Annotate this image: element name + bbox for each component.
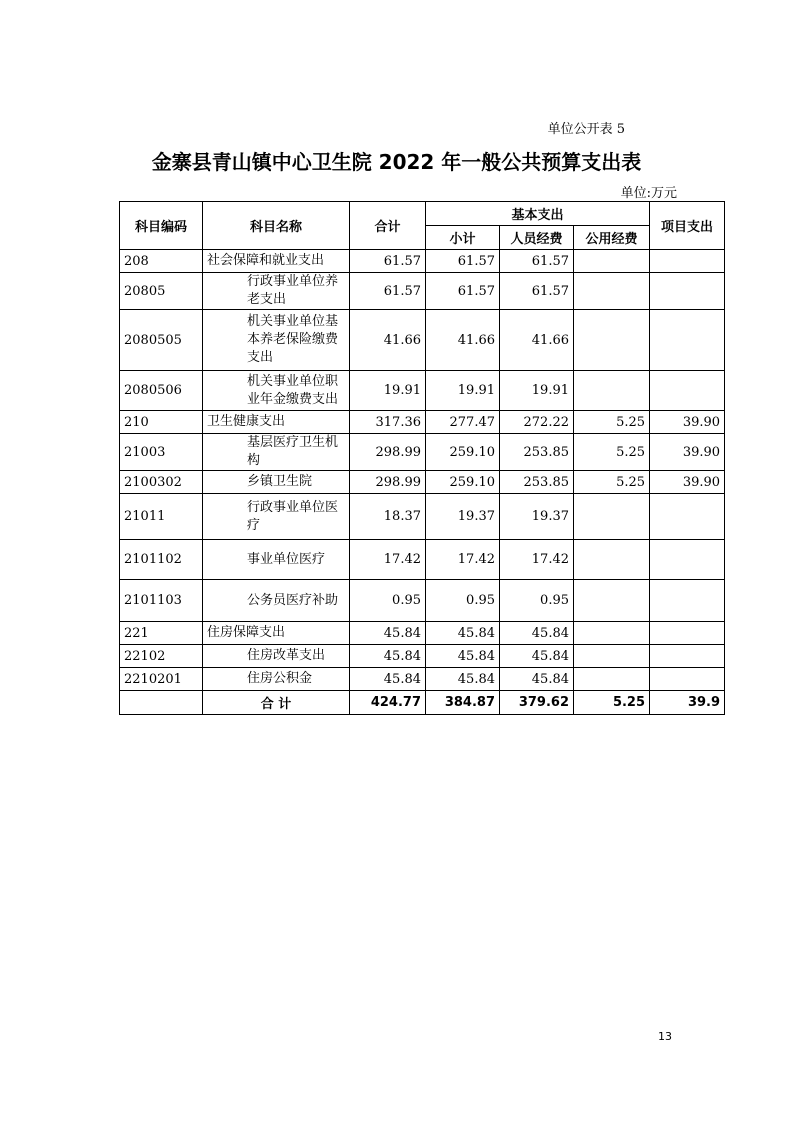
row-public	[574, 273, 650, 310]
row-code: 221	[120, 622, 203, 645]
row-subtotal: 45.84	[426, 645, 500, 668]
table-row	[120, 371, 725, 411]
row-project	[650, 273, 725, 310]
row-public	[574, 540, 650, 580]
page-number: 13	[658, 1030, 672, 1043]
row-subtotal: 17.42	[426, 540, 500, 580]
row-total: 41.66	[350, 310, 426, 371]
total-public: 5.25	[574, 691, 650, 715]
row-project	[650, 540, 725, 580]
row-public	[574, 622, 650, 645]
page-title: 金寨县青山镇中心卫生院 2022 年一般公共预算支出表	[151, 150, 642, 174]
row-personnel: 41.66	[500, 310, 574, 371]
row-total: 18.37	[350, 494, 426, 540]
header-total: 合计	[350, 202, 426, 250]
row-public	[574, 310, 650, 371]
row-name: 住房改革支出	[203, 645, 350, 668]
row-project	[650, 580, 725, 622]
row-code: 2101103	[120, 580, 203, 622]
total-row	[120, 691, 725, 715]
row-project	[650, 668, 725, 691]
row-personnel: 253.85	[500, 434, 574, 471]
header-basic: 基本支出	[426, 202, 650, 226]
row-project	[650, 645, 725, 668]
row-total: 17.42	[350, 540, 426, 580]
form-number: 单位公开表 5	[547, 122, 625, 137]
row-subtotal: 61.57	[426, 250, 500, 273]
row-total: 45.84	[350, 668, 426, 691]
row-name: 社会保障和就业支出	[203, 250, 350, 273]
header-public: 公用经费	[574, 226, 650, 250]
row-public	[574, 580, 650, 622]
row-name: 行政事业单位医疗	[203, 494, 350, 540]
row-code: 208	[120, 250, 203, 273]
total-code	[120, 691, 203, 715]
row-public	[574, 645, 650, 668]
row-subtotal: 45.84	[426, 622, 500, 645]
row-subtotal: 61.57	[426, 273, 500, 310]
row-name: 行政事业单位养老支出	[203, 273, 350, 310]
header-code: 科目编码	[120, 202, 203, 250]
row-personnel: 45.84	[500, 668, 574, 691]
total-personnel: 379.62	[500, 691, 574, 715]
row-total: 0.95	[350, 580, 426, 622]
row-subtotal: 277.47	[426, 411, 500, 434]
row-personnel: 19.37	[500, 494, 574, 540]
row-subtotal: 19.91	[426, 371, 500, 411]
row-code: 21011	[120, 494, 203, 540]
row-project: 39.90	[650, 411, 725, 434]
row-code: 2080505	[120, 310, 203, 371]
table-row	[120, 622, 725, 645]
table-row	[120, 411, 725, 434]
table-row	[120, 540, 725, 580]
row-name: 公务员医疗补助	[203, 580, 350, 622]
budget-table	[119, 201, 725, 715]
row-public	[574, 668, 650, 691]
row-code: 210	[120, 411, 203, 434]
row-total: 298.99	[350, 434, 426, 471]
header-personnel: 人员经费	[500, 226, 574, 250]
row-total: 19.91	[350, 371, 426, 411]
header-subtotal: 小计	[426, 226, 500, 250]
row-subtotal: 259.10	[426, 471, 500, 494]
row-code: 2100302	[120, 471, 203, 494]
row-name: 卫生健康支出	[203, 411, 350, 434]
row-total: 61.57	[350, 273, 426, 310]
row-personnel: 17.42	[500, 540, 574, 580]
header-project: 项目支出	[650, 202, 725, 250]
table-row	[120, 310, 725, 371]
row-project	[650, 494, 725, 540]
table-row	[120, 471, 725, 494]
unit-label: 单位:万元	[620, 186, 677, 201]
row-project	[650, 310, 725, 371]
table-row	[120, 273, 725, 310]
row-personnel: 45.84	[500, 645, 574, 668]
row-total: 317.36	[350, 411, 426, 434]
row-public	[574, 250, 650, 273]
row-subtotal: 259.10	[426, 434, 500, 471]
row-code: 2101102	[120, 540, 203, 580]
table-row	[120, 580, 725, 622]
row-name: 机关事业单位职业年金缴费支出	[203, 371, 350, 411]
row-code: 2080506	[120, 371, 203, 411]
total-project: 39.9	[650, 691, 725, 715]
row-public: 5.25	[574, 434, 650, 471]
row-subtotal: 0.95	[426, 580, 500, 622]
row-name: 住房公积金	[203, 668, 350, 691]
row-total: 298.99	[350, 471, 426, 494]
row-subtotal: 45.84	[426, 668, 500, 691]
row-name: 事业单位医疗	[203, 540, 350, 580]
row-personnel: 272.22	[500, 411, 574, 434]
row-code: 20805	[120, 273, 203, 310]
table-row	[120, 494, 725, 540]
row-personnel: 0.95	[500, 580, 574, 622]
row-total: 45.84	[350, 622, 426, 645]
total-label: 合 计	[203, 691, 350, 715]
row-project	[650, 371, 725, 411]
total-total: 424.77	[350, 691, 426, 715]
row-project: 39.90	[650, 434, 725, 471]
row-project	[650, 250, 725, 273]
row-personnel: 61.57	[500, 273, 574, 310]
row-code: 22102	[120, 645, 203, 668]
row-public: 5.25	[574, 411, 650, 434]
row-public: 5.25	[574, 471, 650, 494]
row-name: 乡镇卫生院	[203, 471, 350, 494]
row-public	[574, 494, 650, 540]
table-row	[120, 645, 725, 668]
table-row	[120, 668, 725, 691]
row-name: 基层医疗卫生机构	[203, 434, 350, 471]
row-personnel: 45.84	[500, 622, 574, 645]
row-personnel: 253.85	[500, 471, 574, 494]
row-code: 2210201	[120, 668, 203, 691]
row-subtotal: 19.37	[426, 494, 500, 540]
total-subtotal: 384.87	[426, 691, 500, 715]
table-row	[120, 434, 725, 471]
row-public	[574, 371, 650, 411]
row-project: 39.90	[650, 471, 725, 494]
row-project	[650, 622, 725, 645]
row-personnel: 19.91	[500, 371, 574, 411]
header-name: 科目名称	[203, 202, 350, 250]
row-code: 21003	[120, 434, 203, 471]
row-total: 61.57	[350, 250, 426, 273]
row-name: 机关事业单位基本养老保险缴费支出	[203, 310, 350, 371]
row-personnel: 61.57	[500, 250, 574, 273]
row-total: 45.84	[350, 645, 426, 668]
row-name: 住房保障支出	[203, 622, 350, 645]
table-row	[120, 250, 725, 273]
row-subtotal: 41.66	[426, 310, 500, 371]
